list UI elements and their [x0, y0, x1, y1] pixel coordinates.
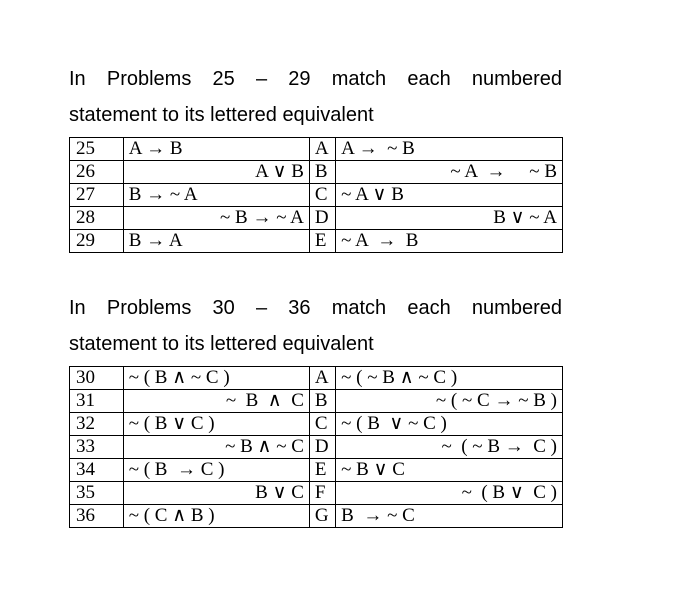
problem-number-cell: 33: [70, 436, 124, 459]
statement-cell: ~ ( B → C ): [123, 459, 309, 482]
letter-cell: A: [309, 138, 335, 161]
statement-cell: B → A: [123, 230, 309, 253]
letter-cell: A: [309, 367, 335, 390]
equivalent-cell: ~ ( B ∨ C ): [336, 482, 563, 505]
matching-table-30-36: [69, 366, 563, 528]
table-row: [70, 138, 563, 161]
letter-cell: B: [309, 390, 335, 413]
letter-cell: E: [309, 459, 335, 482]
equivalent-cell: ~ A → ~ B: [336, 161, 563, 184]
statement-cell: B → ~ A: [123, 184, 309, 207]
letter-cell: D: [309, 436, 335, 459]
letter-cell: E: [309, 230, 335, 253]
equivalent-cell: ~ A ∨ B: [336, 184, 563, 207]
intro-line-2: statement to its lettered equivalent: [69, 333, 374, 355]
table-row: [70, 207, 563, 230]
table-row: [70, 367, 563, 390]
equivalent-cell: ~ ( B ∨ ~ C ): [336, 413, 563, 436]
problem-intro-25-29: [69, 61, 562, 133]
problem-number-cell: 32: [70, 413, 124, 436]
letter-cell: B: [309, 161, 335, 184]
table-row: [70, 436, 563, 459]
problem-number-cell: 26: [70, 161, 124, 184]
letter-cell: F: [309, 482, 335, 505]
problem-number-cell: 25: [70, 138, 124, 161]
equivalent-cell: B ∨ ~ A: [336, 207, 563, 230]
equivalent-cell: ~ ( ~ B → C ): [336, 436, 563, 459]
intro-line-1: In Problems 30 – 36 match each numbered: [69, 297, 562, 319]
problem-number-cell: 29: [70, 230, 124, 253]
problem-number-cell: 27: [70, 184, 124, 207]
intro-line-2: statement to its lettered equivalent: [69, 104, 374, 126]
intro-line-1: In Problems 25 – 29 match each numbered: [69, 68, 562, 90]
equivalent-cell: B → ~ C: [336, 505, 563, 528]
table-body-1: [70, 138, 563, 253]
table-row: [70, 482, 563, 505]
table-row: [70, 161, 563, 184]
equivalent-cell: ~ A → B: [336, 230, 563, 253]
letter-cell: C: [309, 184, 335, 207]
problem-number-cell: 31: [70, 390, 124, 413]
table-row: [70, 230, 563, 253]
statement-cell: ~ B ∧ C: [123, 390, 309, 413]
table-row: [70, 505, 563, 528]
statement-cell: ~ ( B ∧ ~ C ): [123, 367, 309, 390]
equivalent-cell: A → ~ B: [336, 138, 563, 161]
table-row: [70, 413, 563, 436]
equivalent-cell: ~ B ∨ C: [336, 459, 563, 482]
table-row: [70, 390, 563, 413]
statement-cell: A → B: [123, 138, 309, 161]
statement-cell: ~ ( B ∨ C ): [123, 413, 309, 436]
equivalent-cell: ~ ( ~ C → ~ B ): [336, 390, 563, 413]
letter-cell: G: [309, 505, 335, 528]
problem-number-cell: 28: [70, 207, 124, 230]
statement-cell: A ∨ B: [123, 161, 309, 184]
table-row: [70, 459, 563, 482]
problem-number-cell: 36: [70, 505, 124, 528]
table-row: [70, 184, 563, 207]
equivalent-cell: ~ ( ~ B ∧ ~ C ): [336, 367, 563, 390]
statement-cell: ~ B ∧ ~ C: [123, 436, 309, 459]
table-body-2: [70, 367, 563, 528]
statement-cell: ~ ( C ∧ B ): [123, 505, 309, 528]
problem-number-cell: 30: [70, 367, 124, 390]
statement-cell: B ∨ C: [123, 482, 309, 505]
problem-number-cell: 34: [70, 459, 124, 482]
statement-cell: ~ B → ~ A: [123, 207, 309, 230]
letter-cell: C: [309, 413, 335, 436]
matching-table-25-29: [69, 137, 563, 253]
letter-cell: D: [309, 207, 335, 230]
problem-number-cell: 35: [70, 482, 124, 505]
problem-intro-30-36: [69, 290, 562, 362]
